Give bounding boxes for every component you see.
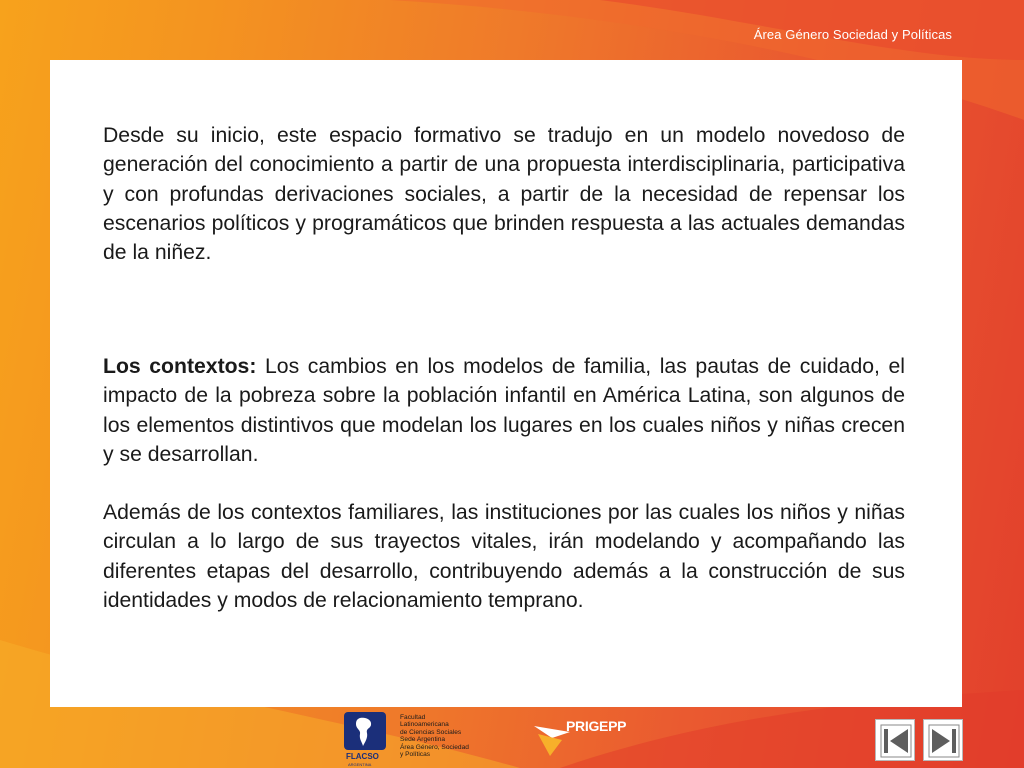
- paragraph-contexts: [103, 352, 905, 469]
- footer-logos: [340, 708, 660, 768]
- paragraph-intro: Desde su inicio, este espacio formativo se tradujo en un modelo novedoso de generación del conocimiento a partir de una propuesta interdisciplinaria, participativa y con profundas derivaciones sociales, a partir de la necesidad de repensar los escenarios políticos y programáticos que brinden respuesta a las actuales demandas de la niñez.: [103, 124, 905, 265]
- faculty-text: Facultad Latinoamericana de Ciencias Sociales Sede Argentina Área Género, Sociedad y Políticas: [400, 714, 469, 759]
- previous-slide-button[interactable]: [875, 719, 915, 761]
- prigepp-name: PRIGEPP: [566, 718, 627, 734]
- skip-back-icon: [876, 720, 916, 762]
- skip-forward-icon: [924, 720, 964, 762]
- header-title: Área Género Sociedad y Políticas: [753, 27, 952, 42]
- next-slide-button[interactable]: [923, 719, 963, 761]
- content-panel: [50, 60, 962, 707]
- flacso-name: FLACSO: [346, 752, 379, 761]
- paragraph-contexts-label: Los contextos:: [103, 355, 257, 378]
- paragraph-institutions: Además de los contextos familiares, las instituciones por las cuales los niños y niñas circulan a lo largo de sus trayectos vitales, irán modelando y acompañando las diferentes etapas del desarrollo, contribuyendo además a la construcción de sus identidades y modos de relacionamiento temprano.: [103, 501, 905, 612]
- flacso-country: ARGENTINA: [348, 762, 372, 767]
- paragraph-contexts-text: Los cambios en los modelos de familia, las pautas de cuidado, el impacto de la pobreza sobre la población infantil en América Latina, son algunos de los elementos distintivos que modelan los lugares en los cuales niños y niñas crecen y se desarrollan.: [103, 355, 905, 466]
